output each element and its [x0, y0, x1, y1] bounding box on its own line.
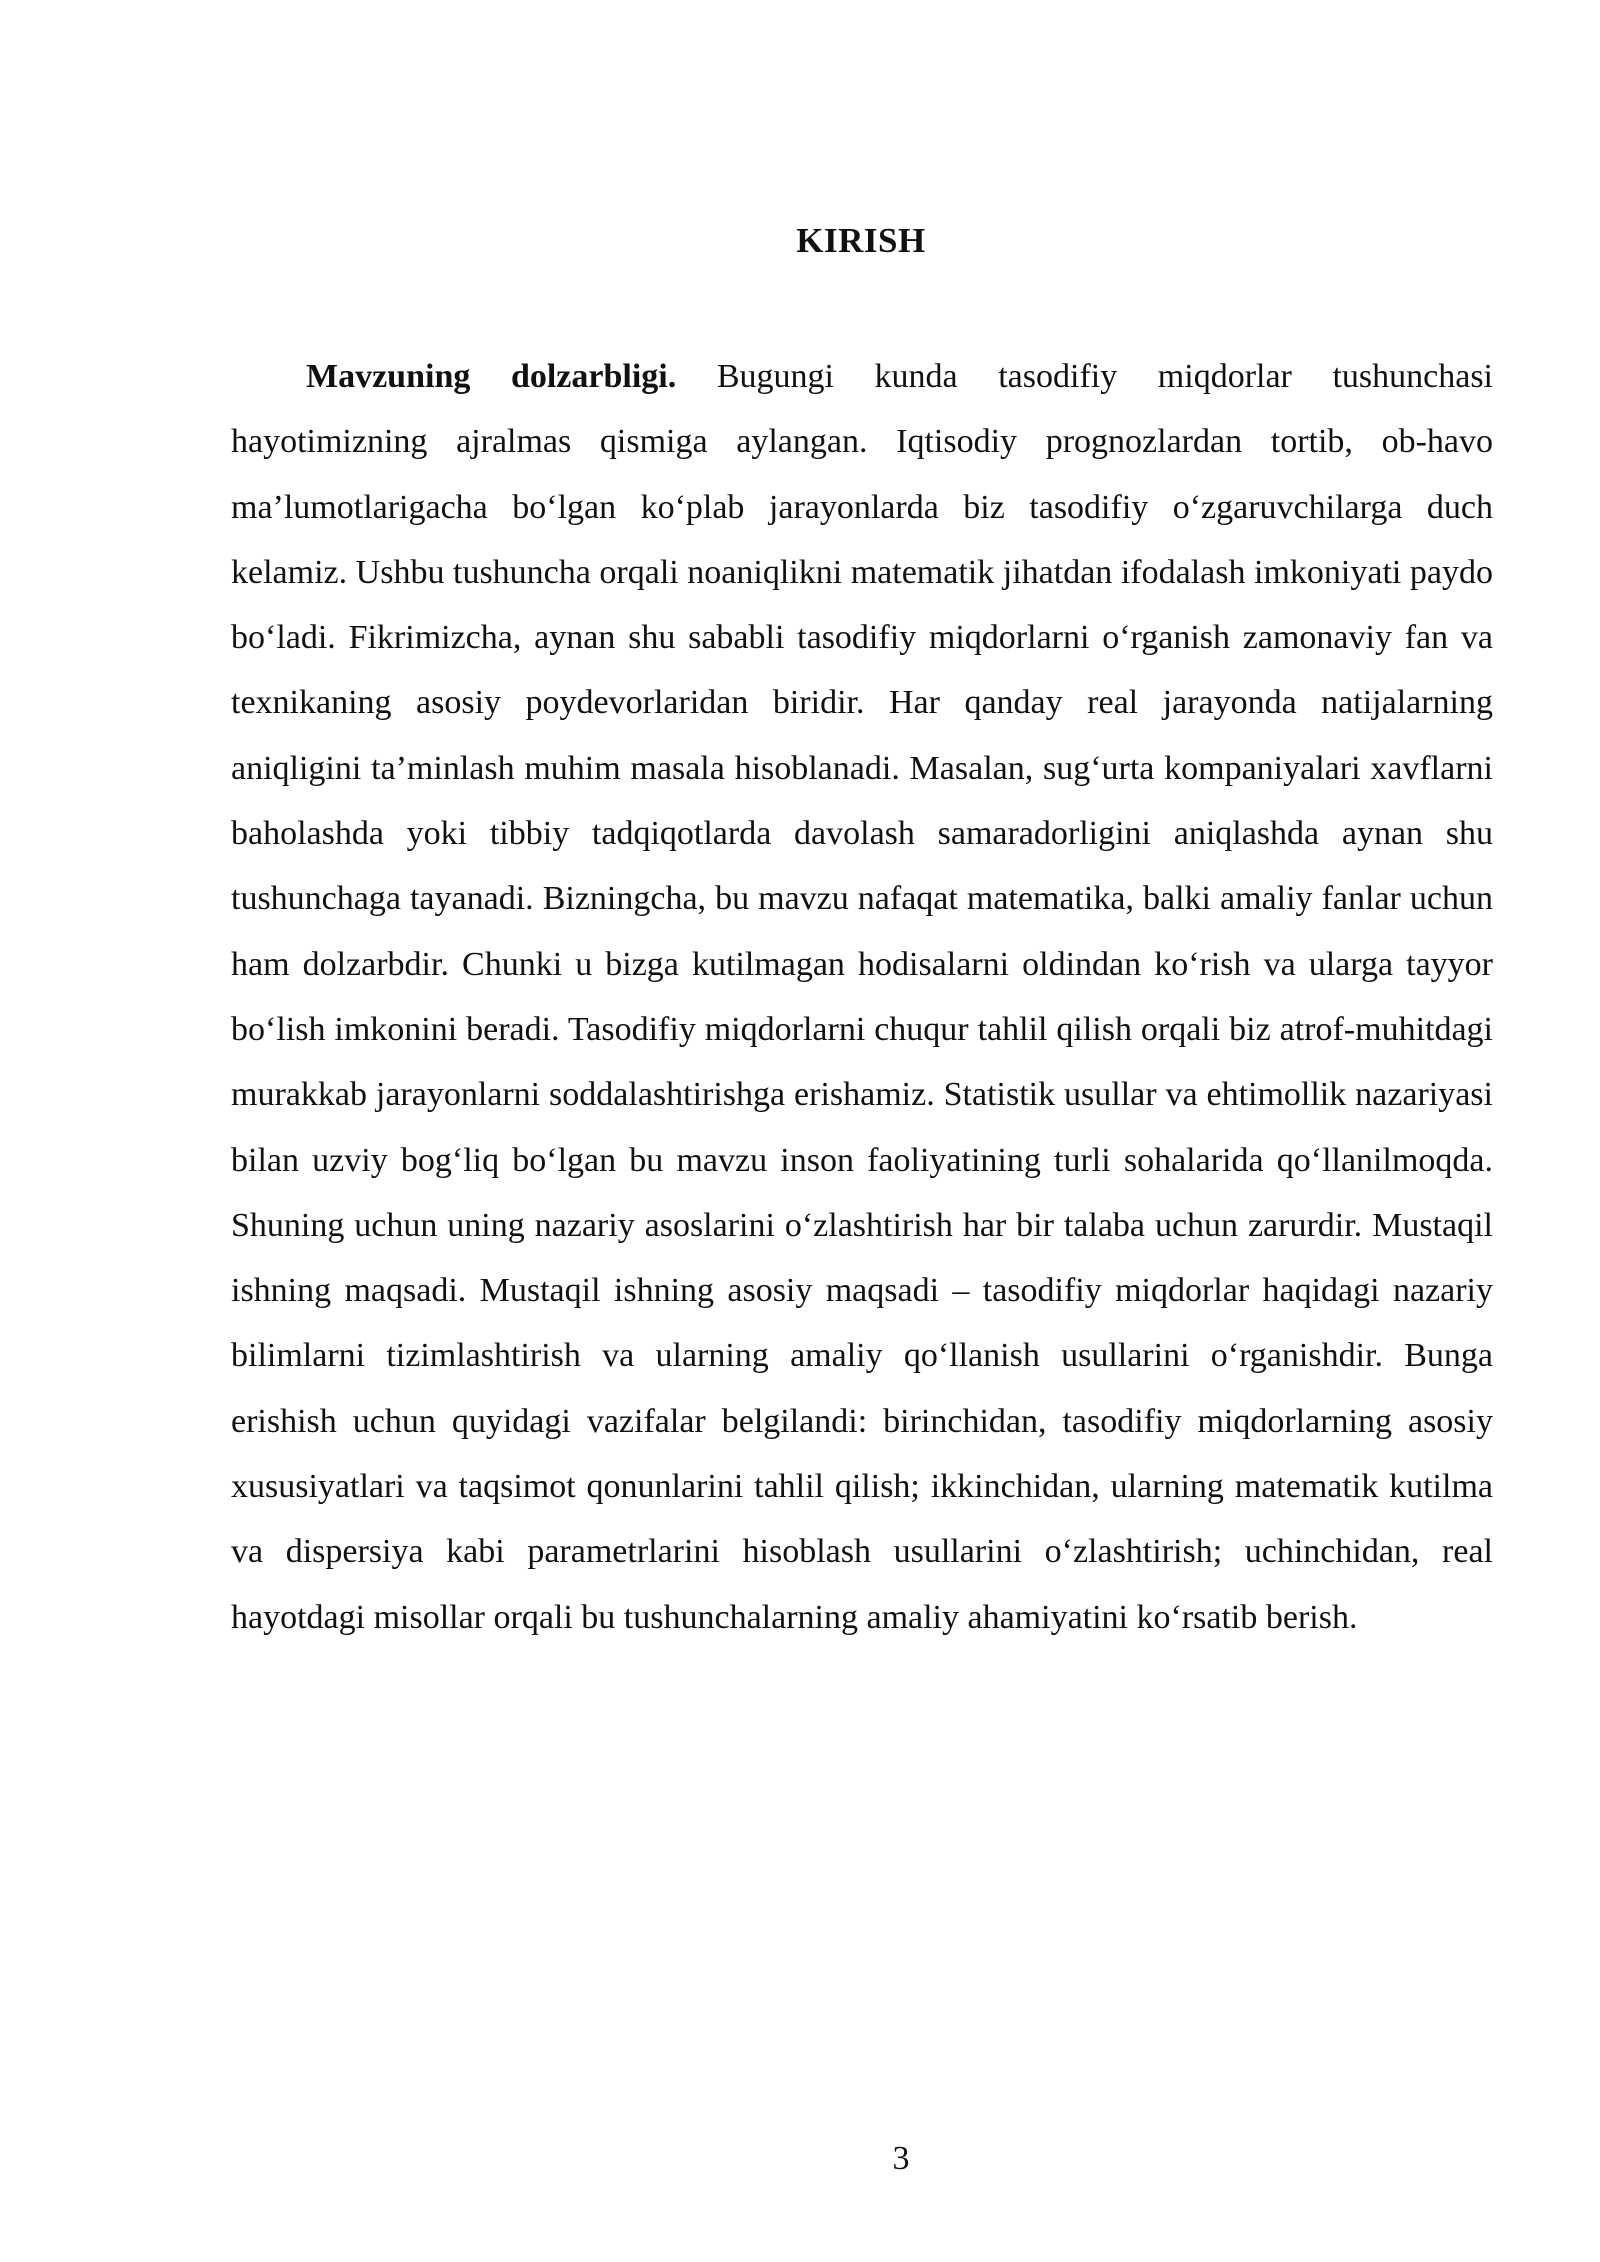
- paragraph-lead-heading: Mavzuning dolzarbligi.: [306, 358, 677, 395]
- page-title: KIRISH: [796, 221, 926, 260]
- body-paragraph: [231, 344, 1493, 1650]
- paragraph-text: Bugungi kunda tasodifiy miqdorlar tushunchasi hayotimizning ajralmas qismiga aylangan. Iqtisodiy prognozlardan tortib, ob-havo ma’lumotlarigacha bo‘lgan ko‘plab jarayonlarda biz tasodifiy o‘zgaruvchilarga duch kelamiz. Ushbu tushuncha orqali noaniqlikni matematik jihatdan ifodalash imkoniyati paydo bo‘ladi. Fikrimizcha, aynan shu sababli tasodifiy miqdorlarni o‘rganish zamonaviy fan va texnikaning asosiy poydevorlaridan biridir. Har qanday real jarayonda natijalarning aniqligini ta’minlash muhim masala hisoblanadi. Masalan, sug‘urta kompaniyalari xavflarni baholashda yoki tibbiy tadqiqotlarda davolash samaradorligini aniqlashda aynan shu tushunchaga tayanadi. Bizningcha, bu mavzu nafaqat matematika, balki amaliy fanlar uchun ham dolzarbdir. Chunki u bizga kutilmagan hodisalarni oldindan ko‘rish va ularga tayyor bo‘lish imkonini beradi. Tasodifiy miqdorlarni chuqur tahlil qilish orqali biz atrof-muhitdagi murakkab jarayonlarni soddalashtirishga erishamiz. Statistik usullar va ehtimollik nazariyasi bilan uzviy bog‘liq bo‘lgan bu mavzu inson faoliyatining turli sohalarida qo‘llanilmoqda. Shuning uchun uning nazariy asoslarini o‘zlashtirish har bir talaba uchun zarurdir. Mustaqil ishning maqsadi. Mustaqil ishning asosiy maqsadi – tasodifiy miqdorlar haqidagi nazariy bilimlarni tizimlashtirish va ularning amaliy qo‘llanish usullarini o‘rganishdir. Bunga erishish uchun quyidagi vazifalar belgilandi: birinchidan, tasodifiy miqdorlarning asosiy xususiyatlari va taqsimot qonunlarini tahlil qilish; ikkinchidan, ularning matematik kutilma va dispersiya kabi parametrlarini hisoblash usullarini o‘zlashtirish; uchinchidan, real hayotdagi misollar orqali bu tushunchalarning amaliy ahamiyatini ko‘rsatib berish.: [231, 358, 1494, 1636]
- page-number: 3: [892, 2140, 910, 2177]
